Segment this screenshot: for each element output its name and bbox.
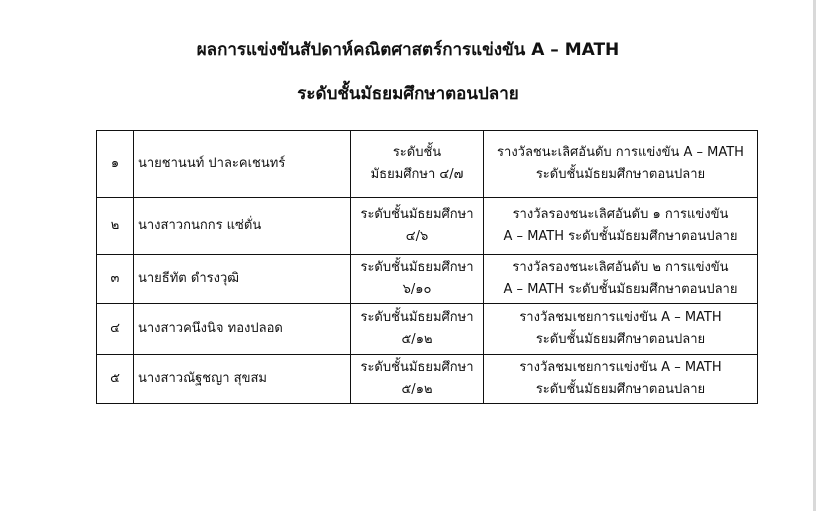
class-level-line: ๕/๑๒ [401,332,433,347]
student-name: นางสาวกนกกร แซ่ตั่น [134,198,351,255]
award-line: ระดับชั้นมัธยมศึกษาตอนปลาย [535,332,706,347]
award-line: รางวัลชมเชยการแข่งขัน A – MATH [519,310,722,325]
document-title: ผลการแข่งขันสัปดาห์คณิตศาสตร์การแข่งขัน A – MATH [196,40,620,60]
class-level-line: ๕/๑๒ [401,382,433,397]
award-line: รางวัลชมเชยการแข่งขัน A – MATH [519,360,722,375]
award-line: รางวัลรองชนะเลิศอันดับ ๒ การแข่งขัน [512,260,729,275]
award-line: รางวัลรองชนะเลิศอันดับ ๑ การแข่งขัน [512,207,729,222]
award-description [484,255,758,304]
document-subtitle: ระดับชั้นมัธยมศึกษาตอนปลาย [297,84,519,104]
class-level [351,198,484,255]
award-description [484,355,758,404]
student-name: นางสาวคนึงนิจ ทองปลอด [134,304,351,355]
award-line: ระดับชั้นมัธยมศึกษาตอนปลาย [535,167,706,182]
table-row [97,304,758,355]
table-row [97,131,758,198]
award-line: รางวัลชนะเลิศอันดับ การแข่งขัน A – MATH [497,145,744,160]
class-level-line: ๔/๖ [405,229,429,244]
rank-number: ๓ [97,255,134,304]
student-name: นางสาวณัฐชญา สุขสม [134,355,351,404]
award-line: A – MATH ระดับชั้นมัธยมศึกษาตอนปลาย [503,229,738,244]
student-name: นายธีทัต ดำรงวุฒิ [134,255,351,304]
student-name: นายชานนท์ ปาละคเชนทร์ [134,131,351,198]
class-level-line: ระดับชั้นมัธยมศึกษา [360,310,474,325]
class-level-line: ระดับชั้นมัธยมศึกษา [360,260,474,275]
rank-number: ๑ [97,131,134,198]
award-description [484,198,758,255]
class-level [351,131,484,198]
award-description [484,304,758,355]
class-level-line: ระดับชั้นมัธยมศึกษา [360,207,474,222]
table-row [97,255,758,304]
class-level [351,255,484,304]
class-level-line: มัธยมศึกษา ๔/๗ [370,167,464,182]
award-line: ระดับชั้นมัธยมศึกษาตอนปลาย [535,382,706,397]
rank-number: ๕ [97,355,134,404]
award-description [484,131,758,198]
class-level [351,304,484,355]
class-level-line: ระดับชั้นมัธยมศึกษา [360,360,474,375]
class-level [351,355,484,404]
class-level-line: ระดับชั้น [392,145,442,160]
results-table [96,130,758,404]
rank-number: ๒ [97,198,134,255]
award-line: A – MATH ระดับชั้นมัธยมศึกษาตอนปลาย [503,282,738,297]
table-row [97,355,758,404]
table-row [97,198,758,255]
class-level-line: ๖/๑๐ [402,282,432,297]
rank-number: ๔ [97,304,134,355]
